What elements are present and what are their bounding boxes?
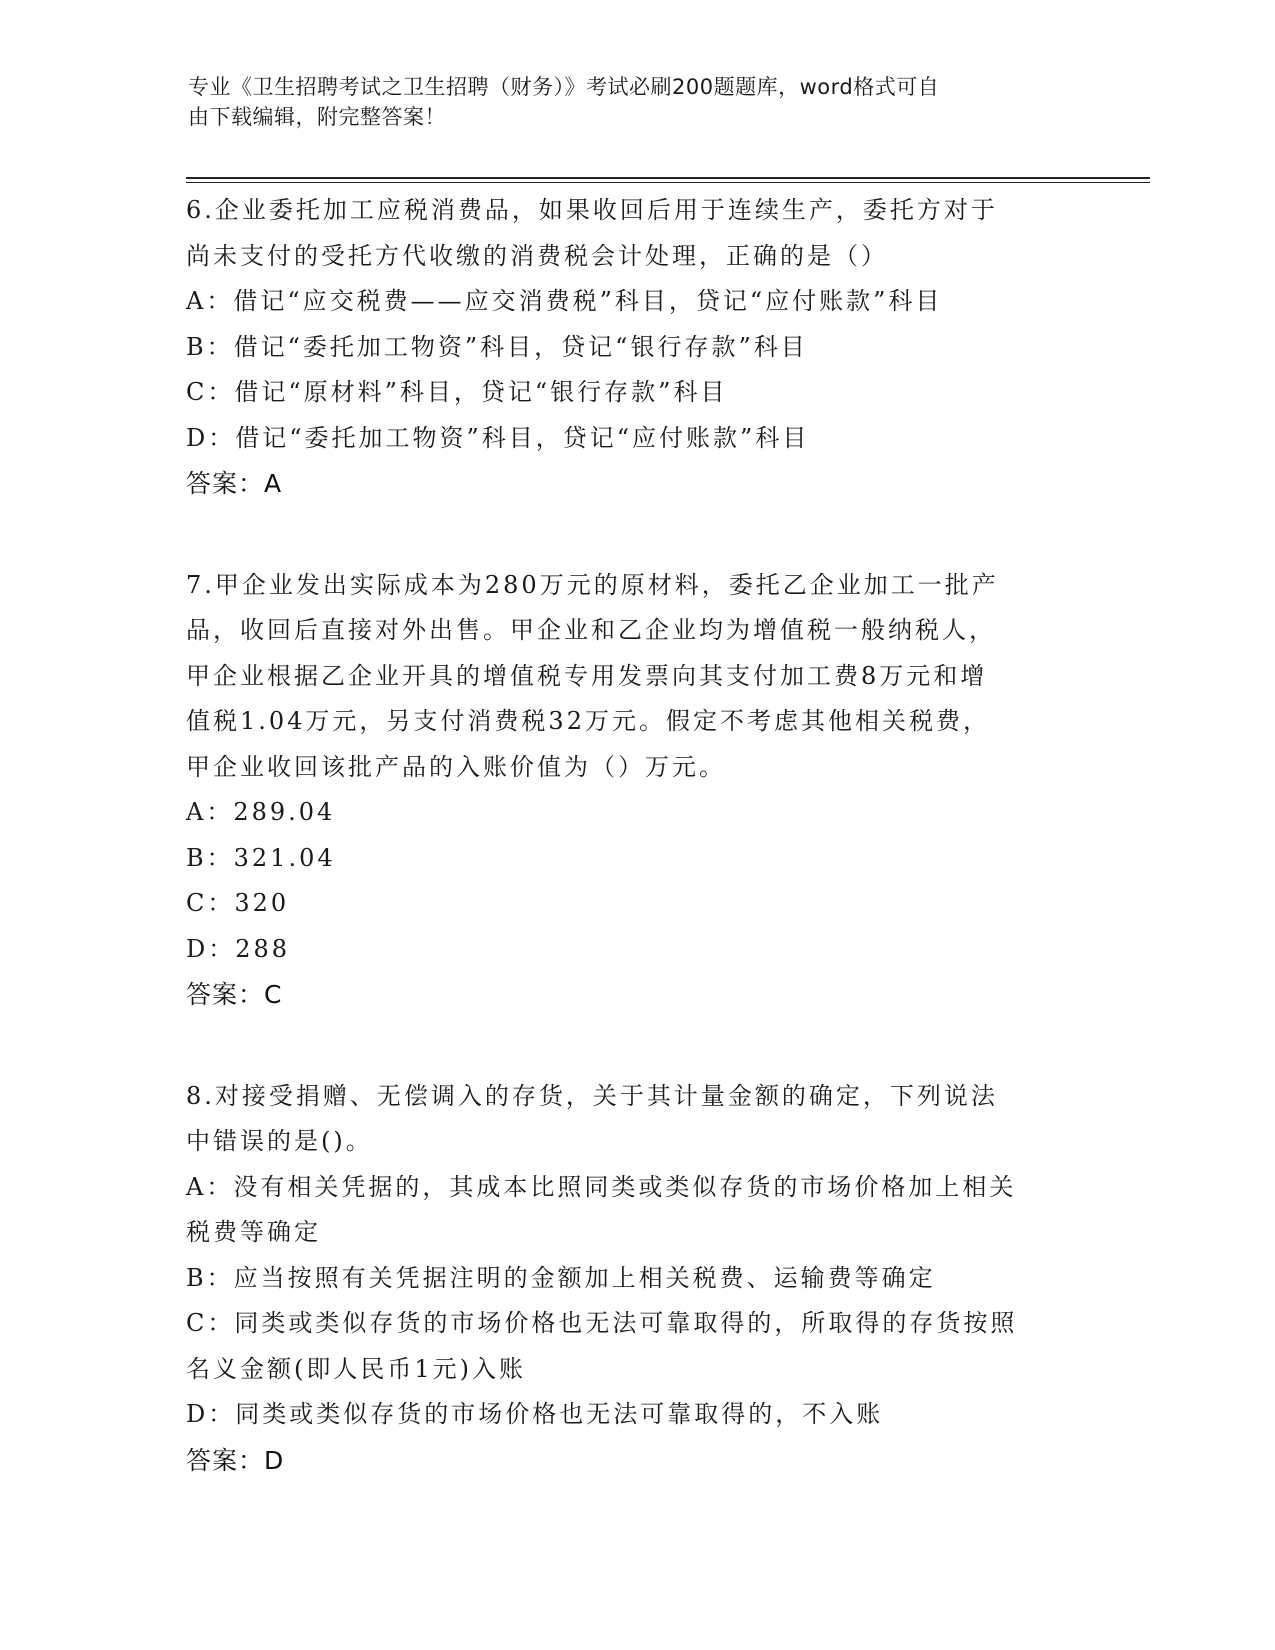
- option-line: C：借记“原材料”科目，贷记“银行存款”科目: [186, 378, 728, 406]
- question-stem-line: 6.企业委托加工应税消费品，如果收回后用于连续生产，委托方对于: [186, 196, 998, 224]
- option-line: A：没有相关凭据的，其成本比照同类或类似存货的市场价格加上相关: [186, 1172, 1017, 1201]
- header-line-2: 由下载编辑，附完整答案！: [188, 105, 446, 129]
- option-line: C：320: [186, 889, 290, 917]
- question-stem-line: 甲企业根据乙企业开具的增值税专用发票向其支付加工费8万元和增: [186, 661, 988, 690]
- option-line: B：应当按照有关凭据注明的金额加上相关税费、运输费等确定: [186, 1263, 936, 1292]
- option-line: A：借记“应交税费——应交消费税”科目，贷记“应付账款”科目: [186, 287, 943, 315]
- question-list: [186, 188, 1086, 1539]
- header-line-1: 专业《卫生招聘考试之卫生招聘（财务）》考试必刷200题题库，word格式可自: [188, 75, 940, 99]
- header-rule-thin: [186, 182, 1150, 183]
- question-block: [186, 1074, 1086, 1484]
- option-line: C：同类或类似存货的市场价格也无法可靠取得的，所取得的存货按照: [186, 1309, 1018, 1337]
- option-line: D：借记“委托加工物资”科目，贷记“应付账款”科目: [186, 423, 810, 452]
- header-rule-thick: [186, 177, 1150, 179]
- option-line: B：借记“委托加工物资”科目，贷记“银行存款”科目: [186, 332, 808, 361]
- option-line: 名义金额(即人民币1元)入账: [186, 1354, 526, 1383]
- answer-line: 答案：A: [186, 469, 283, 498]
- question-stem-line: 品，收回后直接对外出售。甲企业和乙企业均为增值税一般纳税人，: [186, 616, 996, 644]
- answer-line: 答案：C: [186, 980, 283, 1009]
- question-stem-line: 尚未支付的受托方代收缴的消费税会计处理，正确的是（）: [186, 241, 888, 270]
- question-stem-line: 8.对接受捐赠、无偿调入的存货，关于其计量金额的确定，下列说法: [186, 1081, 998, 1110]
- question-stem-line: 值税1.04万元，另支付消费税32万元。假定不考虑其他相关税费，: [186, 707, 990, 735]
- option-line: D：同类或类似存货的市场价格也无法可靠取得的，不入账: [186, 1400, 884, 1428]
- option-line: B：321.04: [186, 843, 336, 872]
- question-stem-line: 中错误的是()。: [186, 1127, 373, 1155]
- question-stem-line: 甲企业收回该批产品的入账价值为（）万元。: [186, 752, 726, 781]
- option-line: D：288: [186, 934, 291, 963]
- option-line: A：289.04: [186, 798, 336, 826]
- question-block: [186, 563, 1086, 1018]
- document-header: [188, 72, 1068, 132]
- option-line: 税费等确定: [186, 1218, 321, 1246]
- question-stem-line: 7.甲企业发出实际成本为280万元的原材料，委托乙企业加工一批产: [186, 570, 999, 599]
- question-block: [186, 188, 1086, 507]
- answer-line: 答案：D: [186, 1445, 285, 1475]
